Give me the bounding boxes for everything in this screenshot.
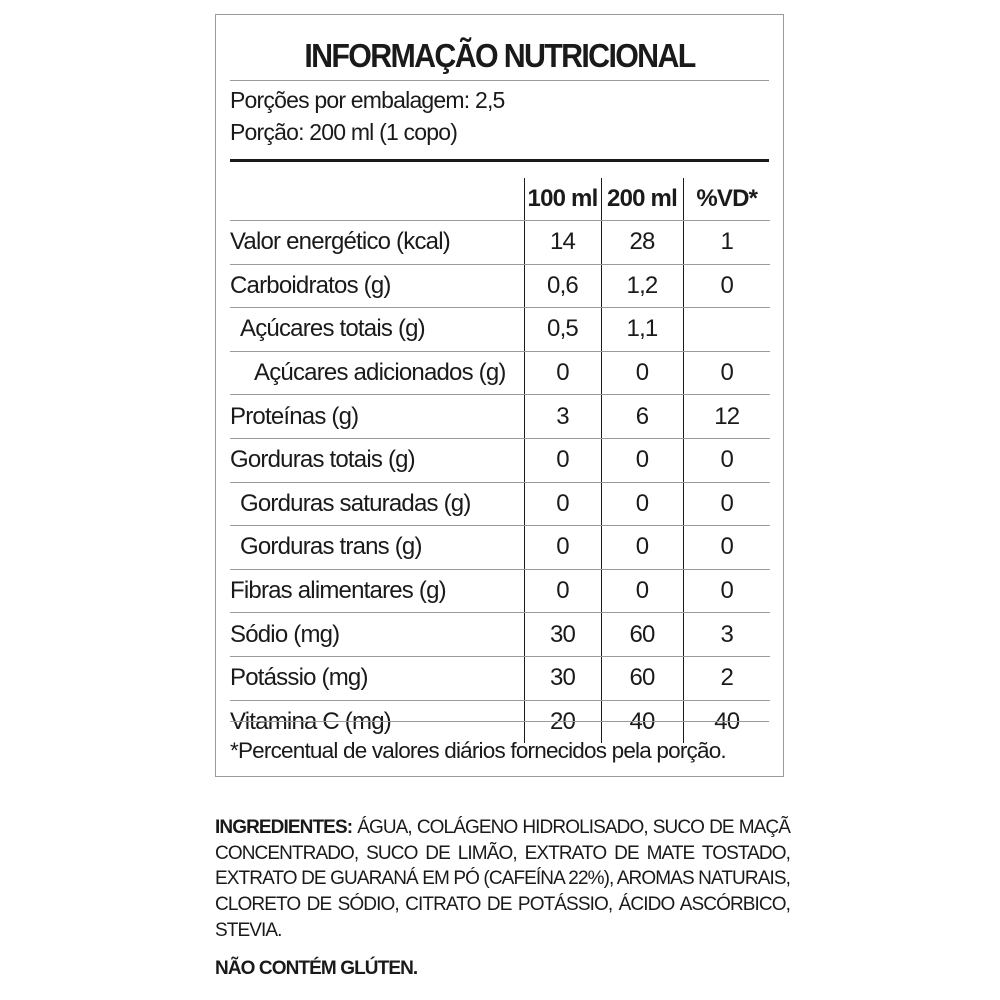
table-row [230,482,770,526]
table-row [230,569,770,613]
table-row [230,308,770,352]
value-100ml: 0 [524,526,601,570]
value-vd: 3 [683,613,770,657]
table-row [230,264,770,308]
value-200ml: 1,1 [601,308,683,352]
column-header-vd: %VD* [683,178,770,221]
value-vd: 0 [683,264,770,308]
nutrient-name: Açúcares totais (g) [230,308,524,352]
table-row [230,656,770,700]
value-200ml: 0 [601,351,683,395]
value-100ml: 30 [524,656,601,700]
nutrient-name: Gorduras trans (g) [230,526,524,570]
value-200ml: 1,2 [601,264,683,308]
serving-size: Porção: 200 ml (1 copo) [230,119,458,145]
nutrition-facts-label [215,14,784,777]
nutrient-name: Sódio (mg) [230,613,524,657]
value-vd: 0 [683,438,770,482]
value-100ml: 30 [524,613,601,657]
value-100ml: 0 [524,438,601,482]
column-header-200ml: 200 ml [601,178,683,221]
value-vd: 0 [683,569,770,613]
value-100ml: 0,5 [524,308,601,352]
ingredients-text: ÁGUA, COLÁGENO HIDROLISADO, SUCO DE MAÇÃ CONCENTRADO, SUCO DE LIMÃO, EXTRATO DE MATE TOSTADO, EXTRATO DE GUARANÁ EM PÓ (CAFEÍNA 22%), AROMAS NATURAIS, CLORETO DE SÓDIO, CITRATO DE POTÁSSIO, ÁCIDO ASCÓRBICO, STEVIA. [215,817,790,941]
table-row [230,438,770,482]
nutrient-name: Proteínas (g) [230,395,524,439]
nutrient-name: Vitamina C (mg) [230,707,391,735]
value-vd: 0 [683,526,770,570]
nutrient-name: Açúcares adicionados (g) [230,351,524,395]
table-row [230,613,770,657]
nutrient-name: Potássio (mg) [230,656,524,700]
value-100ml: 0 [524,351,601,395]
value-200ml: 0 [601,438,683,482]
value-vd: 1 [683,221,770,265]
column-header-100ml: 100 ml [524,178,601,221]
table-row [230,395,770,439]
value-200ml: 0 [601,569,683,613]
value-200ml: 40 [601,700,683,743]
ingredients-paragraph [215,815,790,944]
nutrition-table [230,178,770,743]
footnote: *Percentual de valores diários fornecidos pela porção. [230,738,726,763]
footnote-divider [230,721,769,722]
value-200ml: 60 [601,613,683,657]
table-row [230,221,770,265]
value-200ml: 0 [601,526,683,570]
servings-per-package: Porções por embalagem: 2,5 [230,87,505,113]
value-100ml: 20 [524,700,601,743]
value-200ml: 28 [601,221,683,265]
title-divider [230,80,769,81]
ingredients-heading: INGREDIENTES: [215,817,353,838]
value-100ml: 14 [524,221,601,265]
value-200ml: 6 [601,395,683,439]
value-200ml: 0 [601,482,683,526]
table-header-row [230,178,770,221]
value-vd: 0 [683,351,770,395]
label-title: INFORMAÇÃO NUTRICIONAL [304,37,695,74]
table-row [230,351,770,395]
value-vd: 2 [683,656,770,700]
value-vd: 0 [683,482,770,526]
table-row [230,526,770,570]
value-vd: 40 [683,700,770,743]
value-200ml: 60 [601,656,683,700]
value-100ml: 0,6 [524,264,601,308]
nutrient-name: Carboidratos (g) [230,264,524,308]
nutrient-name: Gorduras saturadas (g) [230,482,524,526]
value-100ml: 0 [524,569,601,613]
value-vd [683,308,770,352]
value-100ml: 0 [524,482,601,526]
nutrient-name: Gorduras totais (g) [230,438,524,482]
table-header-empty [230,178,524,221]
nutrient-name: Valor energético (kcal) [230,221,524,265]
gluten-notice: NÃO CONTÉM GLÚTEN. [215,958,418,979]
value-100ml: 3 [524,395,601,439]
nutrient-name: Fibras alimentares (g) [230,569,524,613]
value-vd: 12 [683,395,770,439]
serving-divider [230,159,769,162]
